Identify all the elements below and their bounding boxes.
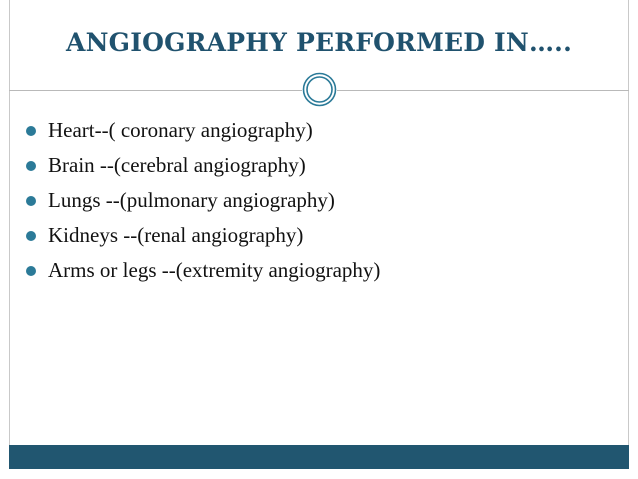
bullet-list xyxy=(22,113,380,288)
bullet-icon xyxy=(26,161,36,171)
bullet-icon xyxy=(26,196,36,206)
list-item xyxy=(22,253,380,288)
bullet-icon xyxy=(26,126,36,136)
bullet-text: Brain --(cerebral angiography) xyxy=(48,153,306,177)
bullet-icon xyxy=(26,266,36,276)
list-item xyxy=(22,113,380,148)
bullet-icon xyxy=(26,231,36,241)
list-item xyxy=(22,183,380,218)
title-divider-right xyxy=(337,90,629,91)
bullet-text: Heart--( coronary angiography) xyxy=(48,118,313,142)
slide-title: ANGIOGRAPHY PERFORMED IN….. xyxy=(66,28,572,57)
footer-bar xyxy=(9,445,629,469)
list-item xyxy=(22,148,380,183)
bullet-text: Lungs --(pulmonary angiography) xyxy=(48,188,335,212)
title-divider-left xyxy=(9,90,302,91)
list-item xyxy=(22,218,380,253)
bullet-text: Kidneys --(renal angiography) xyxy=(48,223,304,247)
bullet-text: Arms or legs --(extremity angiography) xyxy=(48,258,381,282)
circle-ornament-icon xyxy=(302,72,337,107)
